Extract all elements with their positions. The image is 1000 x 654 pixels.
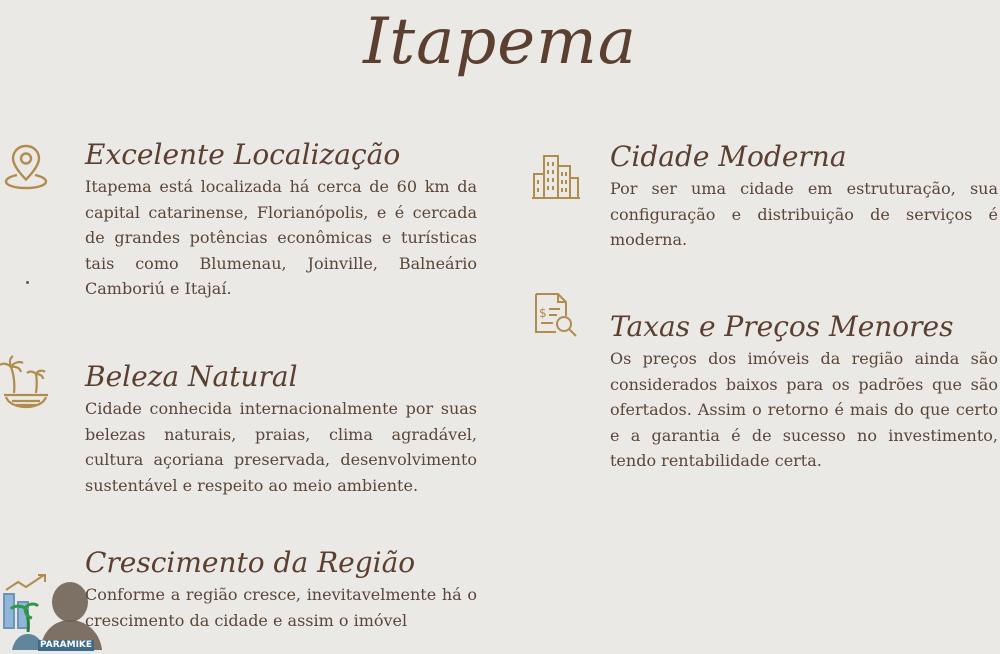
feature-beleza-natural — [85, 360, 477, 498]
city-buildings-icon — [530, 150, 582, 202]
palm-island-icon — [0, 353, 52, 409]
feature-text: Os preços dos imóveis da região ainda são considerados baixos para os padrões que são ofertados. Assim o retorno é mais do que certo e a garantia é de sucesso no investimento, tendo rentabilidade certa. — [610, 349, 998, 470]
feature-text: Por ser uma cidade em estruturação, sua configuração e distribuição de serviços é moderna. — [610, 179, 998, 249]
feature-title: Excelente Localização — [85, 138, 401, 171]
feature-text: Conforme a região cresce, inevitavelmente há o crescimento da cidade e assim o imóvel — [85, 585, 477, 630]
document-search-icon — [530, 290, 582, 342]
location-pin-icon — [0, 140, 52, 192]
feature-title: Taxas e Preços Menores — [610, 310, 954, 343]
page-title: Itapema — [363, 5, 637, 79]
watermark-label: PARAMIKE — [40, 640, 93, 650]
feature-title: Beleza Natural — [85, 360, 298, 393]
feature-title: Crescimento da Região — [85, 546, 416, 579]
feature-text: Cidade conhecida internacionalmente por suas belezas naturais, praias, clima agradável, cultura açoriana preservada, desenvolvimento sustentável e respeito ao meio ambiente. — [85, 399, 477, 495]
svg-text:$: $ — [539, 306, 547, 320]
feature-excelente-localizacao — [85, 138, 477, 302]
feature-title: Cidade Moderna — [610, 140, 847, 173]
feature-text: Itapema está localizada há cerca de 60 km da capital catarinense, Florianópolis, e é cercada de grandes potências econômicas e turísticas tais como Blumenau, Joinville, Balneário Camboriú e Itajaí. — [85, 177, 477, 298]
feature-crescimento-da-regiao — [85, 546, 477, 633]
stray-dot — [26, 281, 29, 284]
feature-taxas-e-precos-menores — [610, 310, 998, 474]
feature-cidade-moderna — [610, 140, 998, 253]
